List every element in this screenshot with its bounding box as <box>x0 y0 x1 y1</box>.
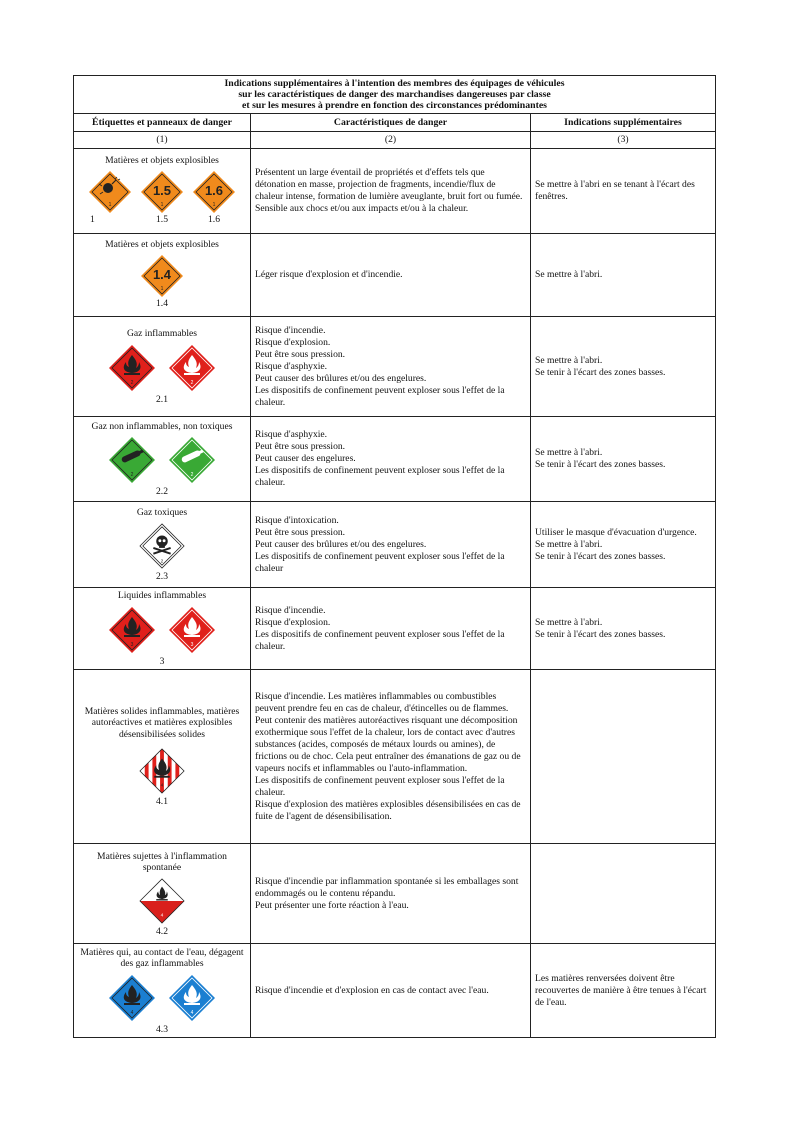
class-number: 4.1 <box>156 796 168 808</box>
label-cell <box>74 317 251 417</box>
class-label: Matières solides inflammables, matières autoréactives et matières explosibles désensibilisées solides <box>84 705 240 740</box>
class-number: 3 <box>159 655 165 667</box>
table-row <box>74 844 716 944</box>
hazard-line: Risque d'asphyxie. <box>255 360 328 372</box>
hazard-cell <box>251 317 531 417</box>
title-row <box>74 76 716 114</box>
hazard-line: Risque d'incendie. <box>255 604 326 616</box>
class-number: 1 <box>90 214 95 226</box>
hazard-line: Les dispositifs de confinement peuvent exploser sous l'effet de la chaleur. <box>255 465 505 488</box>
header-row <box>74 114 716 132</box>
hazard-line: Risque d'incendie. <box>255 324 326 336</box>
hazard-table <box>73 75 716 1038</box>
flame-white-icon <box>168 344 216 392</box>
indication-cell <box>531 944 716 1038</box>
class-number: 4.3 <box>156 1023 168 1035</box>
indication-cell <box>531 234 716 317</box>
hazard-line: Peut être sous pression. <box>255 441 346 452</box>
class-label: Gaz inflammables <box>126 328 198 340</box>
svg-text:4: 4 <box>160 912 164 918</box>
label-cell <box>74 149 251 234</box>
hazard-cell <box>251 944 531 1038</box>
class-label: Matières et objets explosibles <box>105 238 219 250</box>
hazard-line: Risque d'incendie et d'explosion en cas de contact avec l'eau. <box>255 984 489 996</box>
dangerous-when-wet-white-icon <box>168 974 216 1022</box>
col-header-labels: Étiquettes et panneaux de danger <box>74 114 251 132</box>
col-number: (1) <box>74 132 251 149</box>
indication-cell <box>531 502 716 588</box>
indication-line: Utiliser le masque d'évacuation d'urgence. <box>535 526 697 538</box>
hazard-cell <box>251 588 531 670</box>
hazard-line: Risque d'asphyxie. <box>255 429 328 440</box>
placard-text: 1.4 <box>152 267 172 283</box>
indication-line: Se mettre à l'abri. <box>535 354 603 366</box>
table-row <box>74 670 716 844</box>
label-cell <box>74 670 251 844</box>
table-row <box>74 317 716 417</box>
hazard-line: Risque d'intoxication. <box>255 514 339 526</box>
svg-text:1: 1 <box>160 202 164 209</box>
table-row <box>74 502 716 588</box>
table-row <box>74 944 716 1038</box>
hazard-cell <box>251 502 531 588</box>
class-label: Liquides inflammables <box>117 590 207 602</box>
explosive-1-5-icon <box>140 170 184 214</box>
col-number: (2) <box>251 132 531 149</box>
indication-line: Se mettre à l'abri. <box>535 616 603 628</box>
table-row <box>74 588 716 670</box>
flammable-solid-icon <box>139 748 185 794</box>
svg-text:4: 4 <box>130 1009 134 1016</box>
column-number-row <box>74 132 716 149</box>
class-number: 2.2 <box>156 486 168 498</box>
col-header-indications: Indications supplémentaires <box>531 114 716 132</box>
svg-text:4: 4 <box>160 783 164 789</box>
flame-icon <box>108 606 156 654</box>
class-label: Matières sujettes à l'inflammation spontanée <box>97 850 227 873</box>
hazard-line: Les dispositifs de confinement peuvent exploser sous l'effet de la chaleur. <box>255 384 505 408</box>
indication-cell <box>531 844 716 944</box>
class-number: 1.4 <box>156 298 168 310</box>
hazard-cell <box>251 844 531 944</box>
label-cell <box>74 588 251 670</box>
hazard-cell <box>251 417 531 502</box>
class-number: 2.1 <box>156 393 168 405</box>
hazard-cell <box>251 234 531 317</box>
svg-text:3: 3 <box>190 641 194 648</box>
hazard-cell <box>251 149 531 234</box>
skull-crossbones-icon <box>139 523 185 569</box>
col-number: (3) <box>531 132 716 149</box>
flame-icon <box>108 344 156 392</box>
hazard-line: Peut être sous pression. <box>255 348 346 360</box>
hazard-line: Risque d'explosion. <box>255 616 331 628</box>
hazard-line: Peut causer des engelures. <box>255 453 356 464</box>
svg-text:3: 3 <box>130 641 134 648</box>
svg-text:2: 2 <box>130 472 134 479</box>
label-cell <box>74 502 251 588</box>
indication-line: Se mettre à l'abri. <box>535 447 603 458</box>
indication-cell <box>531 670 716 844</box>
explosive-bomb-icon <box>88 170 132 214</box>
title-line: sur les caractéristiques de danger des marchandises dangereuses par classe <box>238 89 551 100</box>
hazard-line: Peut causer des brûlures et/ou des engelures. <box>255 372 427 384</box>
hazard-line: Risque d'explosion des matières explosibles désensibilisées en cas de fuite de l'agent de désensibilisation. <box>255 798 521 822</box>
indication-line: Se mettre à l'abri. <box>535 269 603 280</box>
gas-cylinder-icon <box>108 436 156 484</box>
dangerous-when-wet-icon <box>108 974 156 1022</box>
class-label: Matières qui, au contact de l'eau, dégagent des gaz inflammables <box>80 946 244 969</box>
spontaneous-combustion-icon <box>139 878 185 924</box>
class-label: Gaz non inflammables, non toxiques <box>91 420 233 432</box>
svg-text:2: 2 <box>130 379 134 386</box>
hazard-line: Risque d'incendie par inflammation spontanée si les emballages sont endommagés ou le contenu répandu. <box>255 875 519 899</box>
class-number: 1.6 <box>208 214 220 226</box>
label-cell <box>74 417 251 502</box>
class-number: 1.5 <box>156 214 168 226</box>
indication-line: Se mettre à l'abri. <box>535 538 603 550</box>
table-title <box>74 76 716 114</box>
svg-text:1: 1 <box>212 202 216 209</box>
hazard-line: Peut être sous pression. <box>255 526 346 538</box>
table-row <box>74 149 716 234</box>
hazard-line: Sensible aux chocs et/ou aux impacts et/ou à la chaleur. <box>255 203 469 214</box>
hazard-line: Risque d'explosion. <box>255 336 331 348</box>
class-label: Matières et objets explosibles <box>105 154 219 166</box>
hazard-line: Les dispositifs de confinement peuvent exploser sous l'effet de la chaleur. <box>255 628 505 652</box>
indication-line: Se tenir à l'écart des zones basses. <box>535 366 666 378</box>
indication-cell <box>531 317 716 417</box>
placard-text: 1.5 <box>152 183 172 199</box>
indication-line: Se tenir à l'écart des zones basses. <box>535 550 666 562</box>
class-label: Gaz toxiques <box>136 507 188 519</box>
hazard-line: Risque d'incendie. Les matières inflammables ou combustibles peuvent prendre feu en cas de chaleur, d'étincelles ou de flammes. <box>255 690 509 714</box>
explosive-1-6-icon <box>192 170 236 214</box>
label-cell <box>74 844 251 944</box>
hazard-cell <box>251 670 531 844</box>
label-cell <box>74 944 251 1038</box>
svg-text:2: 2 <box>160 559 164 565</box>
gas-cylinder-white-icon <box>168 436 216 484</box>
table-row <box>74 417 716 502</box>
flame-white-icon <box>168 606 216 654</box>
class-number: 4.2 <box>156 925 168 937</box>
label-cell <box>74 234 251 317</box>
table-row <box>74 234 716 317</box>
hazard-line: Peut causer des brûlures et/ou des engelures. <box>255 538 427 550</box>
hazard-line: Peut présenter une forte réaction à l'eau. <box>255 899 409 911</box>
title-line: Indications supplémentaires à l'intention des membres des équipages de véhicules <box>224 78 565 89</box>
class-number: 2.3 <box>156 570 168 582</box>
hazard-line: Présentent un large éventail de propriétés et d'effets tels que détonation en masse, projection de fragments, incendie/flux de chaleur intense, formation de lumière aveuglante, bruit fort ou fumée. <box>255 167 523 202</box>
explosive-1-4-icon <box>140 254 184 298</box>
indication-cell <box>531 417 716 502</box>
hazard-line: Léger risque d'explosion et d'incendie. <box>255 269 403 280</box>
title-line: et sur les mesures à prendre en fonction des circonstances prédominantes <box>242 100 547 111</box>
hazard-line: Peut contenir des matières autoréactives risquant une décomposition exothermique sous l'effet de la chaleur, lors de contact avec d'autres substances (acides, composés de métaux lourds ou amines), de frictions ou de choc. Cela peut entraîner des émanations de gaz ou de vapeurs nocifs et inflammables ou l'auto-inflammation. <box>255 714 521 774</box>
hazard-line: Les dispositifs de confinement peuvent exploser sous l'effet de la chaleur. <box>255 774 505 798</box>
svg-text:1: 1 <box>108 202 112 209</box>
hazard-line: Les dispositifs de confinement peuvent exploser sous l'effet de la chaleur <box>255 550 505 574</box>
svg-text:2: 2 <box>190 472 194 479</box>
indication-cell <box>531 149 716 234</box>
indication-line: Se tenir à l'écart des zones basses. <box>535 628 666 640</box>
indication-line: Se mettre à l'abri en se tenant à l'écart des fenêtres. <box>535 179 695 202</box>
placard-text: 1.6 <box>204 183 224 199</box>
svg-text:1: 1 <box>160 286 164 293</box>
indication-line: Se tenir à l'écart des zones basses. <box>535 459 666 470</box>
svg-text:2: 2 <box>190 379 194 386</box>
indication-line: Les matières renversées doivent être recouvertes de manière à être tenues à l'écart de l'eau. <box>535 972 707 1008</box>
svg-text:4: 4 <box>190 1009 194 1016</box>
col-header-hazards: Caractéristiques de danger <box>251 114 531 132</box>
indication-cell <box>531 588 716 670</box>
